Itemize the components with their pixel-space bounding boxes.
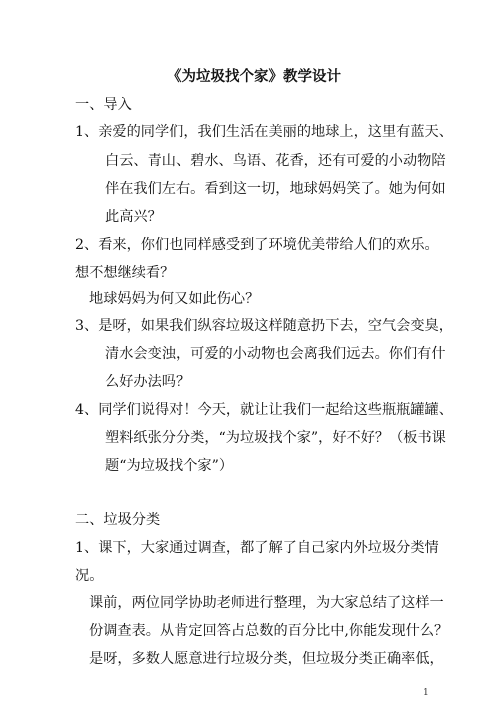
paragraph-line: 1、课下，大家通过调查，都了解了自己家内外垃圾分类情 xyxy=(75,540,439,556)
paragraph-line: 么好办法吗？ xyxy=(105,374,191,390)
paragraph-line: 此高兴？ xyxy=(105,209,162,225)
paragraph-line: 塑料纸张分分类，“为垃圾找个家”，好不好？（板书课 xyxy=(105,430,446,446)
section-heading-classification: 二、垃圾分类 xyxy=(75,512,161,528)
paragraph-line: 份调查表。从肯定回答占总数的百分比中,你能发现什么？ xyxy=(89,623,449,639)
paragraph-line: 想不想继续看？ xyxy=(75,265,175,281)
paragraph-line: 是呀，多数人愿意进行垃圾分类，但垃圾分类正确率低， xyxy=(89,651,444,667)
paragraph-line: 1、亲爱的同学们，我们生活在美丽的地球上，这里有蓝天、 xyxy=(75,124,453,140)
paragraph-line: 课前，两位同学协助老师进行整理，为大家总结了这样一 xyxy=(89,595,444,611)
paragraph-line: 3、是呀，如果我们纵容垃圾这样随意扔下去，空气会变臭， xyxy=(75,318,453,334)
paragraph-line: 2、看来，你们也同样感受到了环境优美带给人们的欢乐。 xyxy=(75,237,439,253)
paragraph-line: 题“为垃圾找个家”） xyxy=(105,458,234,474)
section-heading-intro: 一、导入 xyxy=(75,97,132,113)
document-title: 《为垃圾找个家》教学设计 xyxy=(167,68,341,85)
paragraph-line: 白云、青山、碧水、鸟语、花香，还有可爱的小动物陪 xyxy=(105,153,446,169)
paragraph-line: 4、同学们说得对！今天，就让让我们一起给这些瓶瓶罐罐、 xyxy=(75,402,453,418)
page-number: 1 xyxy=(423,688,429,698)
paragraph-line: 地球妈妈为何又如此伤心？ xyxy=(89,291,260,307)
paragraph-line: 伴在我们左右。看到这一切，地球妈妈笑了。她为何如 xyxy=(105,181,446,197)
paragraph-line: 清水会变浊，可爱的小动物也会离我们远去。你们有什 xyxy=(105,346,446,362)
paragraph-line: 况。 xyxy=(75,568,104,584)
